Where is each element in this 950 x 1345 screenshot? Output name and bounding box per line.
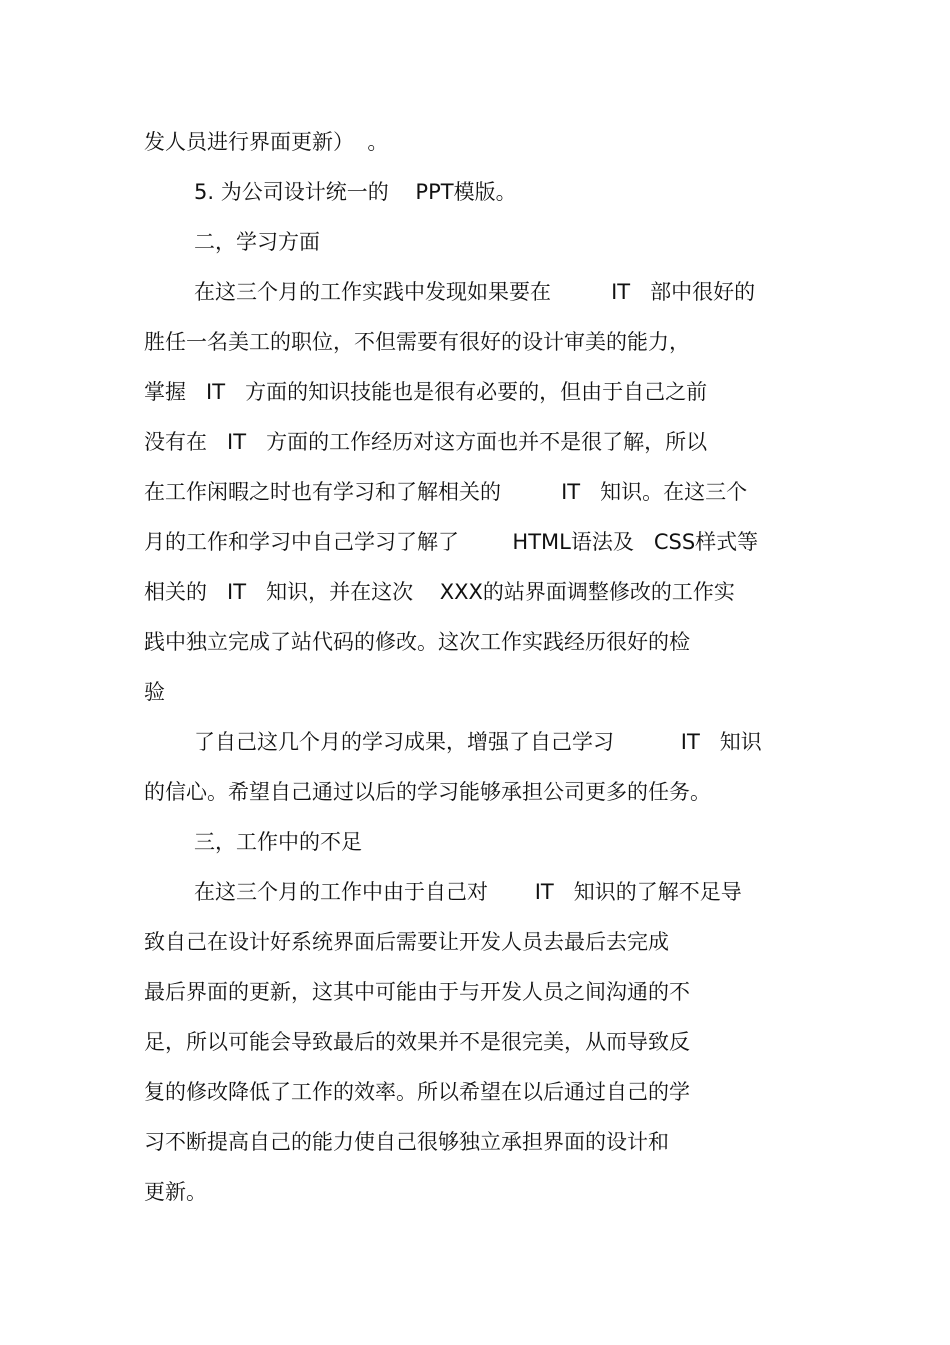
text-line: 足，所以可能会导致最后的效果并不是很完美，从而导致反 <box>144 1030 690 1054</box>
text-line: 在这三个月的工作中由于自己对 IT 知识的了解不足导 <box>194 880 742 904</box>
text-line: 掌握 IT 方面的知识技能也是很有必要的，但由于自己之前 <box>144 380 708 404</box>
text-line: 相关的 IT 知识，并在这次 XXX的站界面调整修改的工作实 <box>144 580 735 604</box>
text-line: 更新。 <box>144 1180 207 1204</box>
text-line: 在这三个月的工作实践中发现如果要在 IT 部中很好的 <box>194 280 756 304</box>
text-line: 发人员进行界面更新） 。 <box>144 130 389 154</box>
section-heading: 三，工作中的不足 <box>194 830 362 854</box>
text-line: 的信心。希望自己通过以后的学习能够承担公司更多的任务。 <box>144 780 711 804</box>
text-line: 复的修改降低了工作的效率。所以希望在以后通过自己的学 <box>144 1080 690 1104</box>
text-line: 致自己在设计好系统界面后需要让开发人员去最后去完成 <box>144 930 669 954</box>
text-line: 在工作闲暇之时也有学习和了解相关的 IT 知识。在这三个 <box>144 480 748 504</box>
text-line: 月的工作和学习中自己学习了解了 HTML语法及 CSS样式等 <box>144 530 759 554</box>
text-line: 了自己这几个月的学习成果，增强了自己学习 IT 知识 <box>194 730 762 754</box>
text-line: 没有在 IT 方面的工作经历对这方面也并不是很了解，所以 <box>144 430 708 454</box>
text-line: 践中独立完成了站代码的修改。这次工作实践经历很好的检 <box>144 630 690 654</box>
section-heading: 二，学习方面 <box>194 230 320 254</box>
text-line: 最后界面的更新，这其中可能由于与开发人员之间沟通的不 <box>144 980 690 1004</box>
text-line: 习不断提高自己的能力使自己很够独立承担界面的设计和 <box>144 1130 669 1154</box>
text-line: 胜任一名美工的职位，不但需要有很好的设计审美的能力， <box>144 330 690 354</box>
text-line: 验 <box>144 680 165 704</box>
list-item: 5. 为公司设计统一的 PPT模版。 <box>194 180 517 204</box>
